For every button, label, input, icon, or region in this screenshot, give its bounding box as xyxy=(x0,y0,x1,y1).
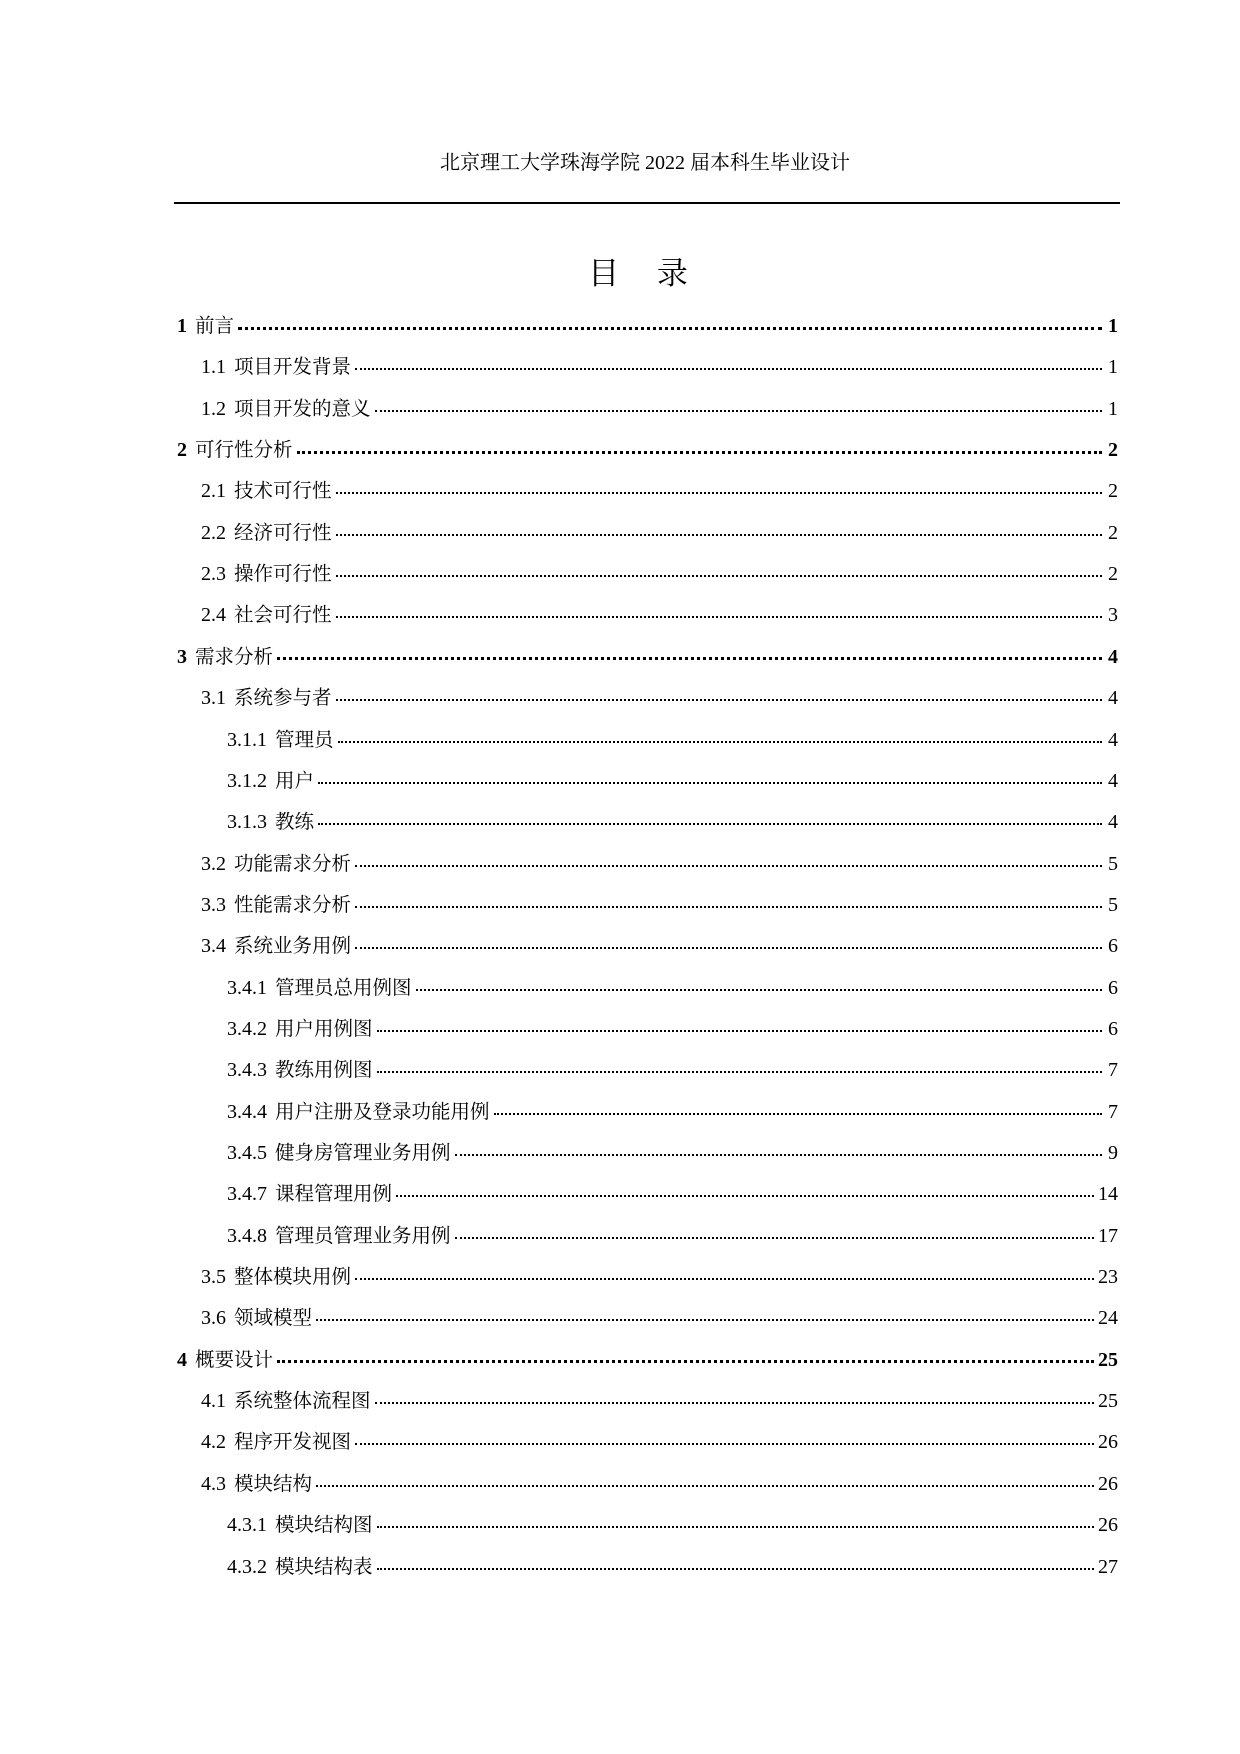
dot-leader xyxy=(375,410,1102,412)
toc-entry-label: 系统业务用例 xyxy=(234,934,352,958)
toc-entry-label: 管理员总用例图 xyxy=(275,975,412,999)
toc-entry-number: 2.2 xyxy=(201,521,226,544)
toc-entry[interactable] xyxy=(201,1385,1118,1415)
dot-leader xyxy=(277,1360,1094,1363)
toc-entry[interactable] xyxy=(227,765,1118,795)
toc-entry-label: 模块结构表 xyxy=(275,1554,373,1578)
toc-entry-number: 3.1 xyxy=(201,687,226,710)
toc-entry-number: 3.3 xyxy=(201,893,226,916)
toc-entry-page-number: 26 xyxy=(1098,1431,1118,1454)
dot-leader xyxy=(338,741,1102,743)
toc-entry[interactable] xyxy=(201,889,1118,919)
toc-entry-number: 2.3 xyxy=(201,563,226,586)
toc-entry-number: 4.3.2 xyxy=(227,1555,267,1578)
toc-entry-number: 3.4 xyxy=(201,935,226,958)
toc-entry-page-number: 4 xyxy=(1108,728,1118,751)
dot-leader xyxy=(355,368,1102,370)
toc-entry[interactable] xyxy=(177,434,1118,464)
dot-leader xyxy=(297,451,1102,454)
dot-leader xyxy=(355,1278,1094,1280)
toc-entry-number: 3.4.3 xyxy=(227,1059,267,1082)
dot-leader xyxy=(318,782,1102,784)
dot-leader xyxy=(316,1485,1094,1487)
toc-entry-page-number: 5 xyxy=(1108,852,1118,875)
toc-entry[interactable] xyxy=(201,1261,1118,1291)
toc-entry-page-number: 4 xyxy=(1108,769,1118,792)
toc-entry-number: 3.4.4 xyxy=(227,1100,267,1123)
dot-leader xyxy=(355,947,1102,949)
toc-entry[interactable] xyxy=(201,1468,1118,1498)
toc-entry-label: 健身房管理业务用例 xyxy=(275,1141,451,1164)
toc-entry[interactable] xyxy=(201,1426,1118,1456)
toc-entry-label: 整体模块用例 xyxy=(234,1265,352,1289)
dot-leader xyxy=(377,1526,1094,1528)
toc-entry-label: 模块结构图 xyxy=(275,1513,373,1537)
toc-entry[interactable] xyxy=(227,972,1118,1002)
toc-entry-number: 4.1 xyxy=(201,1390,226,1413)
toc-entry[interactable] xyxy=(201,930,1118,960)
toc-entry-page-number: 1 xyxy=(1108,356,1118,379)
toc-entry-page-number: 26 xyxy=(1098,1472,1118,1495)
toc-entry-page-number: 25 xyxy=(1098,1390,1118,1413)
toc-entry[interactable] xyxy=(227,1551,1118,1581)
toc-entry[interactable] xyxy=(227,1013,1118,1043)
toc-entry-label: 概要设计 xyxy=(195,1347,274,1371)
toc-entry-page-number: 7 xyxy=(1108,1059,1118,1082)
dot-leader xyxy=(336,534,1102,536)
dot-leader xyxy=(316,1319,1094,1321)
toc-entry[interactable] xyxy=(201,848,1118,878)
toc-entry-label: 项目开发背景 xyxy=(234,355,352,379)
toc-entry-label: 性能需求分析 xyxy=(234,892,352,916)
toc-entry-label: 项目开发的意义 xyxy=(234,396,371,420)
toc-entry-page-number: 23 xyxy=(1098,1266,1118,1289)
toc-entry-label: 系统参与者 xyxy=(234,686,332,710)
toc-entry-label: 系统整体流程图 xyxy=(234,1389,371,1413)
toc-entry-page-number: 6 xyxy=(1108,1017,1118,1040)
toc-entry-label: 模块结构 xyxy=(234,1471,313,1495)
toc-entry-label: 功能需求分析 xyxy=(234,851,352,875)
toc-entry-label: 用户用例图 xyxy=(275,1016,373,1040)
dot-leader xyxy=(336,699,1102,701)
toc-entry-label: 教练 xyxy=(275,810,315,834)
toc-entry-number: 4.3 xyxy=(201,1472,226,1495)
dot-leader xyxy=(396,1195,1094,1197)
toc-entry-label: 用户注册及登录功能用例 xyxy=(275,1099,490,1123)
toc-entry-page-number: 6 xyxy=(1108,976,1118,999)
toc-entry-page-number: 4 xyxy=(1108,811,1118,834)
dot-leader xyxy=(416,989,1102,991)
header-divider xyxy=(174,202,1120,204)
toc-entry[interactable] xyxy=(201,475,1118,505)
toc-entry[interactable] xyxy=(177,310,1118,340)
toc-entry-number: 2 xyxy=(177,439,187,462)
toc-entry-page-number: 27 xyxy=(1098,1555,1118,1578)
toc-entry[interactable] xyxy=(227,1096,1118,1126)
toc-entry[interactable] xyxy=(201,393,1118,423)
toc-entry[interactable] xyxy=(177,641,1118,671)
toc-entry-label: 管理员管理业务用例 xyxy=(275,1223,451,1247)
toc-entry-page-number: 26 xyxy=(1098,1514,1118,1537)
toc-entry-page-number: 1 xyxy=(1108,397,1118,420)
dot-leader xyxy=(494,1113,1102,1115)
toc-entry-number: 3.1.1 xyxy=(227,728,267,751)
toc-entry-label: 技术可行性 xyxy=(234,479,332,503)
toc-entry-page-number: 24 xyxy=(1098,1307,1118,1330)
toc-entry-page-number: 7 xyxy=(1108,1100,1118,1123)
toc-entry-page-number: 25 xyxy=(1098,1348,1118,1371)
dot-leader xyxy=(455,1237,1094,1239)
toc-entry-page-number: 4 xyxy=(1108,687,1118,710)
toc-entry-label: 可行性分析 xyxy=(195,438,293,462)
toc-entry-page-number: 3 xyxy=(1108,604,1118,627)
toc-entry-number: 1.1 xyxy=(201,356,226,379)
toc-entry-label: 程序开发视图 xyxy=(234,1430,352,1454)
dot-leader xyxy=(377,1071,1102,1073)
toc-entry-label: 管理员 xyxy=(275,727,334,751)
dot-leader xyxy=(336,616,1102,618)
dot-leader xyxy=(336,492,1102,494)
dot-leader xyxy=(355,906,1102,908)
dot-leader xyxy=(355,1443,1094,1445)
toc-entry-number: 2.4 xyxy=(201,604,226,627)
toc-entry-label: 操作可行性 xyxy=(234,562,332,586)
toc-entry-number: 1 xyxy=(177,315,187,337)
dot-leader xyxy=(377,1030,1102,1032)
toc-entry-page-number: 4 xyxy=(1108,645,1118,668)
toc-entry[interactable] xyxy=(201,351,1118,381)
toc-entry[interactable] xyxy=(227,1178,1118,1208)
toc-entry-label: 课程管理用例 xyxy=(275,1182,393,1206)
toc-entry-label: 需求分析 xyxy=(195,644,274,668)
toc-entry-number: 3 xyxy=(177,645,187,668)
toc-entry-label: 领域模型 xyxy=(234,1306,313,1330)
toc-entry-page-number: 2 xyxy=(1108,521,1118,544)
toc-entry[interactable] xyxy=(227,1509,1118,1539)
toc-entry-page-number: 2 xyxy=(1108,439,1118,462)
dot-leader xyxy=(318,823,1102,825)
toc-entry-number: 3.4.7 xyxy=(227,1183,267,1206)
toc-entry-number: 4.2 xyxy=(201,1431,226,1454)
dot-leader xyxy=(377,1568,1094,1570)
toc-entry-label: 教练用例图 xyxy=(275,1058,373,1082)
toc-entry-number: 4.3.1 xyxy=(227,1514,267,1537)
toc-entry-number: 3.1.3 xyxy=(227,811,267,834)
page-header-title: 北京理工大学珠海学院 2022 届本科生毕业设计 xyxy=(440,152,850,174)
toc-entry[interactable] xyxy=(227,1137,1118,1167)
toc-entry-number: 3.1.2 xyxy=(227,769,267,792)
toc-entry-number: 2.1 xyxy=(201,480,226,503)
dot-leader xyxy=(355,865,1102,867)
dot-leader xyxy=(336,575,1102,577)
toc-entry[interactable] xyxy=(201,1302,1118,1332)
toc-entry-number: 4 xyxy=(177,1348,187,1371)
toc-entry-page-number: 17 xyxy=(1098,1224,1118,1247)
dot-leader xyxy=(375,1402,1094,1404)
dot-leader xyxy=(277,657,1102,660)
toc-entry[interactable] xyxy=(227,1220,1118,1250)
toc-entry-number: 3.4.2 xyxy=(227,1017,267,1040)
toc-entry-number: 3.6 xyxy=(201,1307,226,1330)
toc-entry[interactable] xyxy=(201,682,1118,712)
toc-entry[interactable] xyxy=(201,599,1118,629)
toc-entry[interactable] xyxy=(201,517,1118,547)
toc-entry[interactable] xyxy=(201,558,1118,588)
toc-entry[interactable] xyxy=(177,1344,1118,1374)
toc-entry[interactable] xyxy=(227,724,1118,754)
toc-entry-label: 社会可行性 xyxy=(234,603,332,627)
toc-entry-number: 1.2 xyxy=(201,397,226,420)
toc-entry-page-number: 2 xyxy=(1108,480,1118,503)
toc-entry[interactable] xyxy=(227,806,1118,836)
toc-entry-page-number: 6 xyxy=(1108,935,1118,958)
toc-entry-page-number: 5 xyxy=(1108,893,1118,916)
toc-entry-label: 用户 xyxy=(275,768,315,792)
toc-title: 目 录 xyxy=(588,256,702,292)
toc-entry-page-number: 14 xyxy=(1098,1183,1118,1206)
toc-entry-number: 3.5 xyxy=(201,1266,226,1289)
toc-entry-page-number: 1 xyxy=(1108,315,1118,337)
toc-entry-number: 3.2 xyxy=(201,852,226,875)
toc-entry-label: 经济可行性 xyxy=(234,520,332,544)
toc-entry-number: 3.4.5 xyxy=(227,1142,267,1164)
toc-entry-page-number: 2 xyxy=(1108,563,1118,586)
toc-entry-number: 3.4.8 xyxy=(227,1224,267,1247)
toc-entry-number: 3.4.1 xyxy=(227,976,267,999)
dot-leader xyxy=(238,327,1102,330)
toc-entry[interactable] xyxy=(227,1054,1118,1084)
dot-leader xyxy=(455,1154,1102,1156)
toc-entry-label: 前言 xyxy=(195,314,235,337)
toc-entry-page-number: 9 xyxy=(1108,1142,1118,1164)
